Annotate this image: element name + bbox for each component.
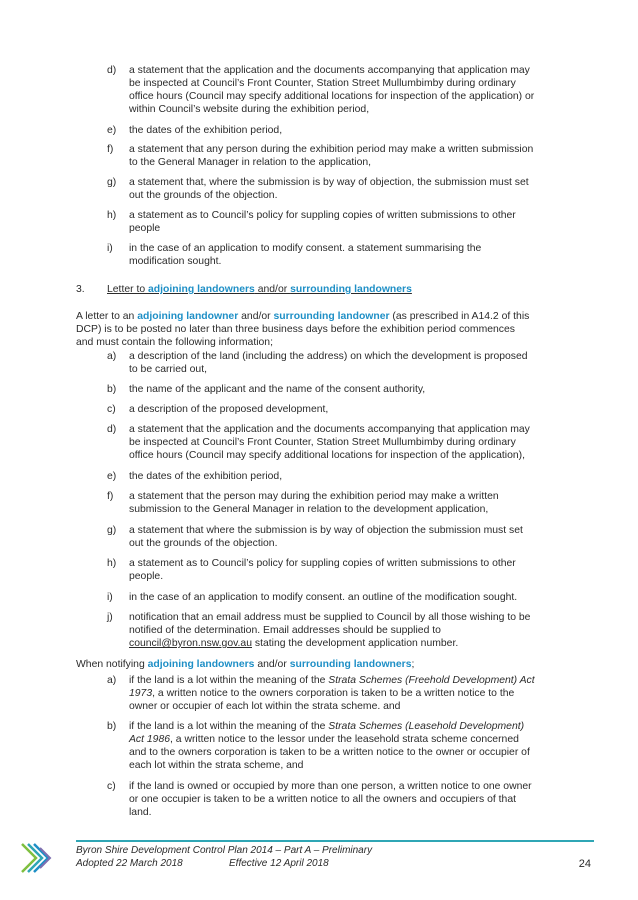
list-marker: d) bbox=[107, 65, 117, 76]
list-marker: b) bbox=[107, 721, 117, 732]
list-marker: h) bbox=[107, 210, 117, 221]
list-item-line: council@byron.nsw.gov.au stating the development application number. bbox=[129, 638, 459, 649]
list-marker: g) bbox=[107, 177, 117, 188]
paragraph-line: and must contain the following information; bbox=[76, 337, 273, 348]
paragraph-line: DCP) is to be posted no later than three business days before the exhibition period commences bbox=[76, 324, 515, 335]
list-item-line: a statement that the application and the documents accompanying that application may bbox=[129, 65, 530, 76]
list-marker: i) bbox=[107, 243, 113, 254]
section-heading bbox=[76, 283, 412, 296]
list-item-line: a statement that where the submission is by way of objection the submission must set bbox=[129, 525, 523, 536]
list-marker: e) bbox=[107, 471, 117, 482]
list-item-line: a statement as to Council’s policy for suppling copies of written submissions to other bbox=[129, 558, 516, 569]
list-marker: j) bbox=[107, 612, 113, 623]
list-item-line: a description of the proposed development, bbox=[129, 404, 329, 415]
list-marker: f) bbox=[107, 491, 114, 502]
footer-effective: Effective 12 April 2018 bbox=[229, 858, 329, 869]
list-item-line: or one occupier is taken to be a written notice to all the owners and occupiers of that bbox=[129, 794, 516, 805]
list-item-line: owner or occupier of each lot within the strata scheme. and bbox=[129, 701, 401, 712]
list-item-line: people. bbox=[129, 571, 164, 582]
list-item-line: a statement as to Council’s policy for suppling copies of written submissions to other bbox=[129, 210, 516, 221]
list-item-line: each lot within the strata scheme, and bbox=[129, 760, 304, 771]
list-item-line: to be carried out, bbox=[129, 364, 207, 375]
list-item-line: a statement that the application and the documents accompanying that application may bbox=[129, 424, 530, 435]
list-marker: h) bbox=[107, 558, 117, 569]
footer-adopted: Adopted 22 March 2018 bbox=[76, 858, 183, 869]
list-item-line: people bbox=[129, 223, 161, 234]
list-item-line: be inspected at Council’s Front Counter, Station Street Mullumbimby during ordinary bbox=[129, 437, 516, 448]
list-marker: i) bbox=[107, 592, 113, 603]
list-marker: f) bbox=[107, 144, 114, 155]
list-item-line: the name of the applicant and the name of the consent authority, bbox=[129, 384, 426, 395]
email-link[interactable]: council@byron.nsw.gov.au bbox=[129, 638, 252, 649]
byron-shire-logo-icon bbox=[20, 842, 54, 874]
list-item-line: out the grounds of the objection. bbox=[129, 538, 278, 549]
list-item-line: if the land is owned or occupied by more than one person, a written notice to one owner bbox=[129, 781, 532, 792]
list-item-line: if the land is a lot within the meaning of the Strata Schemes (Freehold Development) Act bbox=[129, 675, 535, 686]
list-marker: b) bbox=[107, 384, 117, 395]
list-item-line: notification that an email address must be supplied to Council by all those wishing to be bbox=[129, 612, 531, 623]
list-item-line: in the case of an application to modify consent. a statement summarising the bbox=[129, 243, 482, 254]
list-item-line: 1973, a written notice to the owners corporation is taken to be a written notice to the bbox=[129, 688, 515, 699]
section-title: Letter to adjoining landowners and/or surrounding landowners bbox=[107, 284, 412, 295]
list-item-line: the dates of the exhibition period, bbox=[129, 125, 283, 136]
list-item-line: a statement that the person may during the exhibition period may make a written bbox=[129, 491, 499, 502]
list-item-line: modification sought. bbox=[129, 256, 222, 267]
list-item-line: office hours (Council may specify additional locations for inspection of the application), bbox=[129, 450, 526, 461]
footer-title: Byron Shire Development Control Plan 2014 – Part A – Preliminary bbox=[76, 845, 373, 856]
list-marker: g) bbox=[107, 525, 117, 536]
list-item-line: and to the owners corporation is taken to be a written notice to the owner or occupier of bbox=[129, 747, 530, 758]
list-item-line: a statement that any person during the exhibition period may make a written submission bbox=[129, 144, 534, 155]
list-item-line: a statement that, where the submission is by way of objection, the submission must set bbox=[129, 177, 529, 188]
list-item-line: a description of the land (including the address) on which the development is proposed bbox=[129, 351, 528, 362]
paragraph-line: A letter to an adjoining landowner and/or surrounding landowner (as prescribed in A14.2 of this bbox=[76, 311, 530, 322]
list-marker: e) bbox=[107, 125, 117, 136]
list-marker: c) bbox=[107, 781, 116, 792]
list-item-line: Act 1986, a written notice to the lessor under the leasehold strata scheme concerned bbox=[129, 734, 519, 745]
paragraph-line: When notifying adjoining landowners and/or surrounding landowners; bbox=[76, 659, 415, 670]
list-item-line: submission to the General Manager in relation to the development application, bbox=[129, 504, 489, 515]
list-marker: d) bbox=[107, 424, 117, 435]
list-item-line: out the grounds of the objection. bbox=[129, 190, 278, 201]
list-item-line: land. bbox=[129, 807, 152, 818]
list-marker: a) bbox=[107, 351, 117, 362]
footer-rule bbox=[76, 840, 594, 842]
list-item-line: the dates of the exhibition period, bbox=[129, 471, 283, 482]
list-item-line: in the case of an application to modify consent. an outline of the modification sought. bbox=[129, 592, 518, 603]
list-item-line: if the land is a lot within the meaning of the Strata Schemes (Leasehold Development) bbox=[129, 721, 525, 732]
list-item-line: to the General Manager in relation to the application, bbox=[129, 157, 372, 168]
list-item-line: within Council’s website during the exhibition period, bbox=[129, 104, 370, 115]
section-number: 3. bbox=[76, 284, 85, 295]
list-marker: c) bbox=[107, 404, 116, 415]
list-item-line: be inspected at Council’s Front Counter, Station Street Mullumbimby during ordinary bbox=[129, 78, 516, 89]
list-item-line: office hours (Council may specify additional locations for inspection of the application) or bbox=[129, 91, 535, 102]
page-number: 24 bbox=[578, 858, 591, 870]
list-marker: a) bbox=[107, 675, 117, 686]
list-item-line: notified of the determination. Email addresses should be supplied to bbox=[129, 625, 441, 636]
